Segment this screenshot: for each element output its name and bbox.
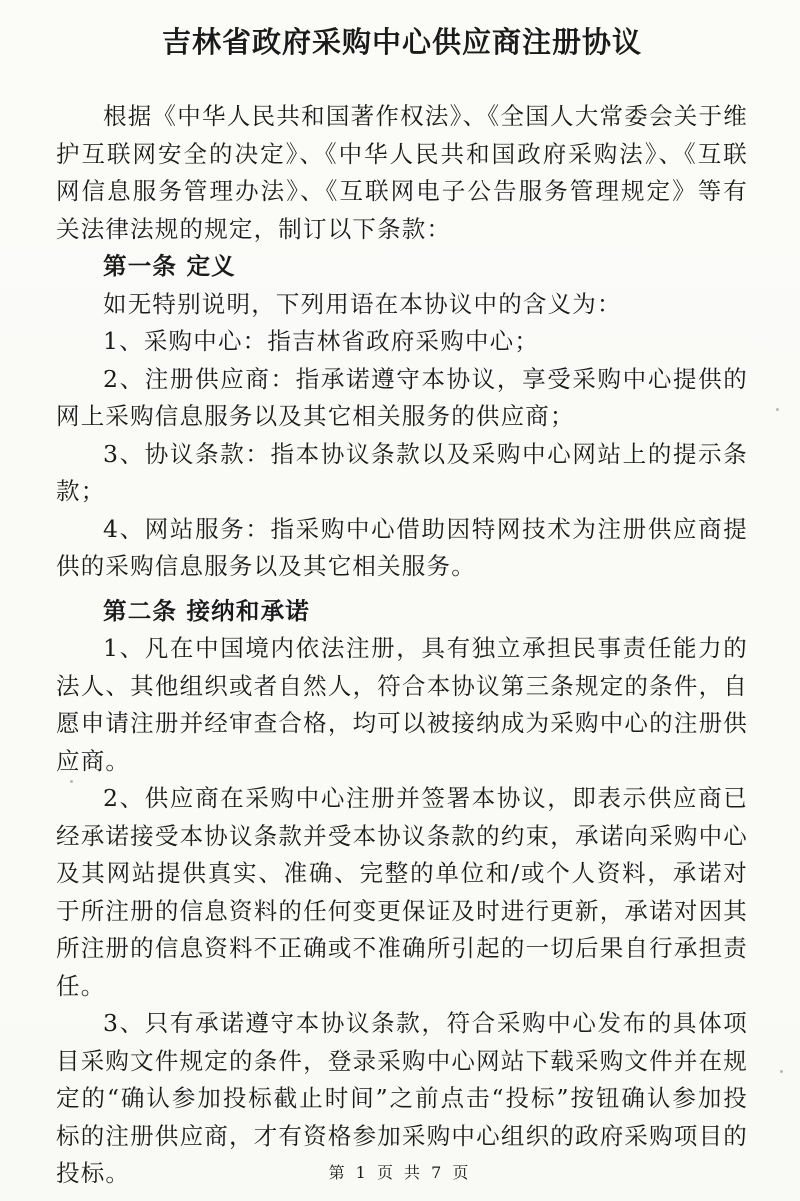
article-1-lead: 如无特别说明，下列用语在本协议中的含义为： <box>103 289 622 318</box>
scan-speck <box>780 1070 783 1073</box>
article-1-heading: 第一条 定义 <box>103 252 236 280</box>
article-2-item-1: 1、凡在中国境内依法注册，具有独立承担民事责任能力的法人、其他组织或者自然人，符合本协议第三条规定的条件，自愿申请注册并经审查合格，均可以被接纳成为采购中心的注册供应商。 <box>56 634 748 775</box>
article-1-item-3: 3、协议条款：指本协议条款以及采购中心网站上的提示条款； <box>56 439 748 505</box>
document-body <box>56 98 748 1193</box>
article-2-item-2: 2、供应商在采购中心注册并签署本协议，即表示供应商已经承诺接受本协议条款并受本协议条款的约束，承诺向采购中心及其网站提供真实、准确、完整的单位和/或个人资料，承诺对于所注册的信息资料的任何变更保证及时进行更新，承诺对因其所注册的信息资料不正确或不准确所引起的一切后果自行承担责任。 <box>56 784 748 1000</box>
scan-speck <box>776 408 779 411</box>
intro-paragraph: 根据《中华人民共和国著作权法》、《全国人大常委会关于维护互联网安全的决定》、《中华人民共和国政府采购法》、《互联网信息服务管理办法》、《互联网电子公告服务管理规定》等有关法律法规的规定，制订以下条款： <box>56 102 748 243</box>
article-1-item-1: 1、采购中心：指吉林省政府采购中心； <box>103 327 540 355</box>
document-title: 吉林省政府采购中心供应商注册协议 <box>161 25 642 59</box>
article-2-heading: 第二条 接纳和承诺 <box>103 596 310 625</box>
article-1-item-4: 4、网站服务：指采购中心借助因特网技术为注册供应商提供的采购信息服务以及其它相关服务。 <box>56 514 748 580</box>
article-1-item-2: 2、注册供应商：指承诺遵守本协议，享受采购中心提供的网上采购信息服务以及其它相关服务的供应商； <box>56 364 748 430</box>
article-2-item-3: 3、只有承诺遵守本协议条款，符合采购中心发布的具体项目采购文件规定的条件，登录采购中心网站下载采购文件并在规定的“确认参加投标截止时间”之前点击“投标”按钮确认参加投标的注册供应商，才有资格参加采购中心组织的政府采购项目的投标。 <box>56 1009 748 1187</box>
page-number-footer: 第 1 页 共 7 页 <box>328 1163 472 1182</box>
scan-speck <box>70 780 73 783</box>
